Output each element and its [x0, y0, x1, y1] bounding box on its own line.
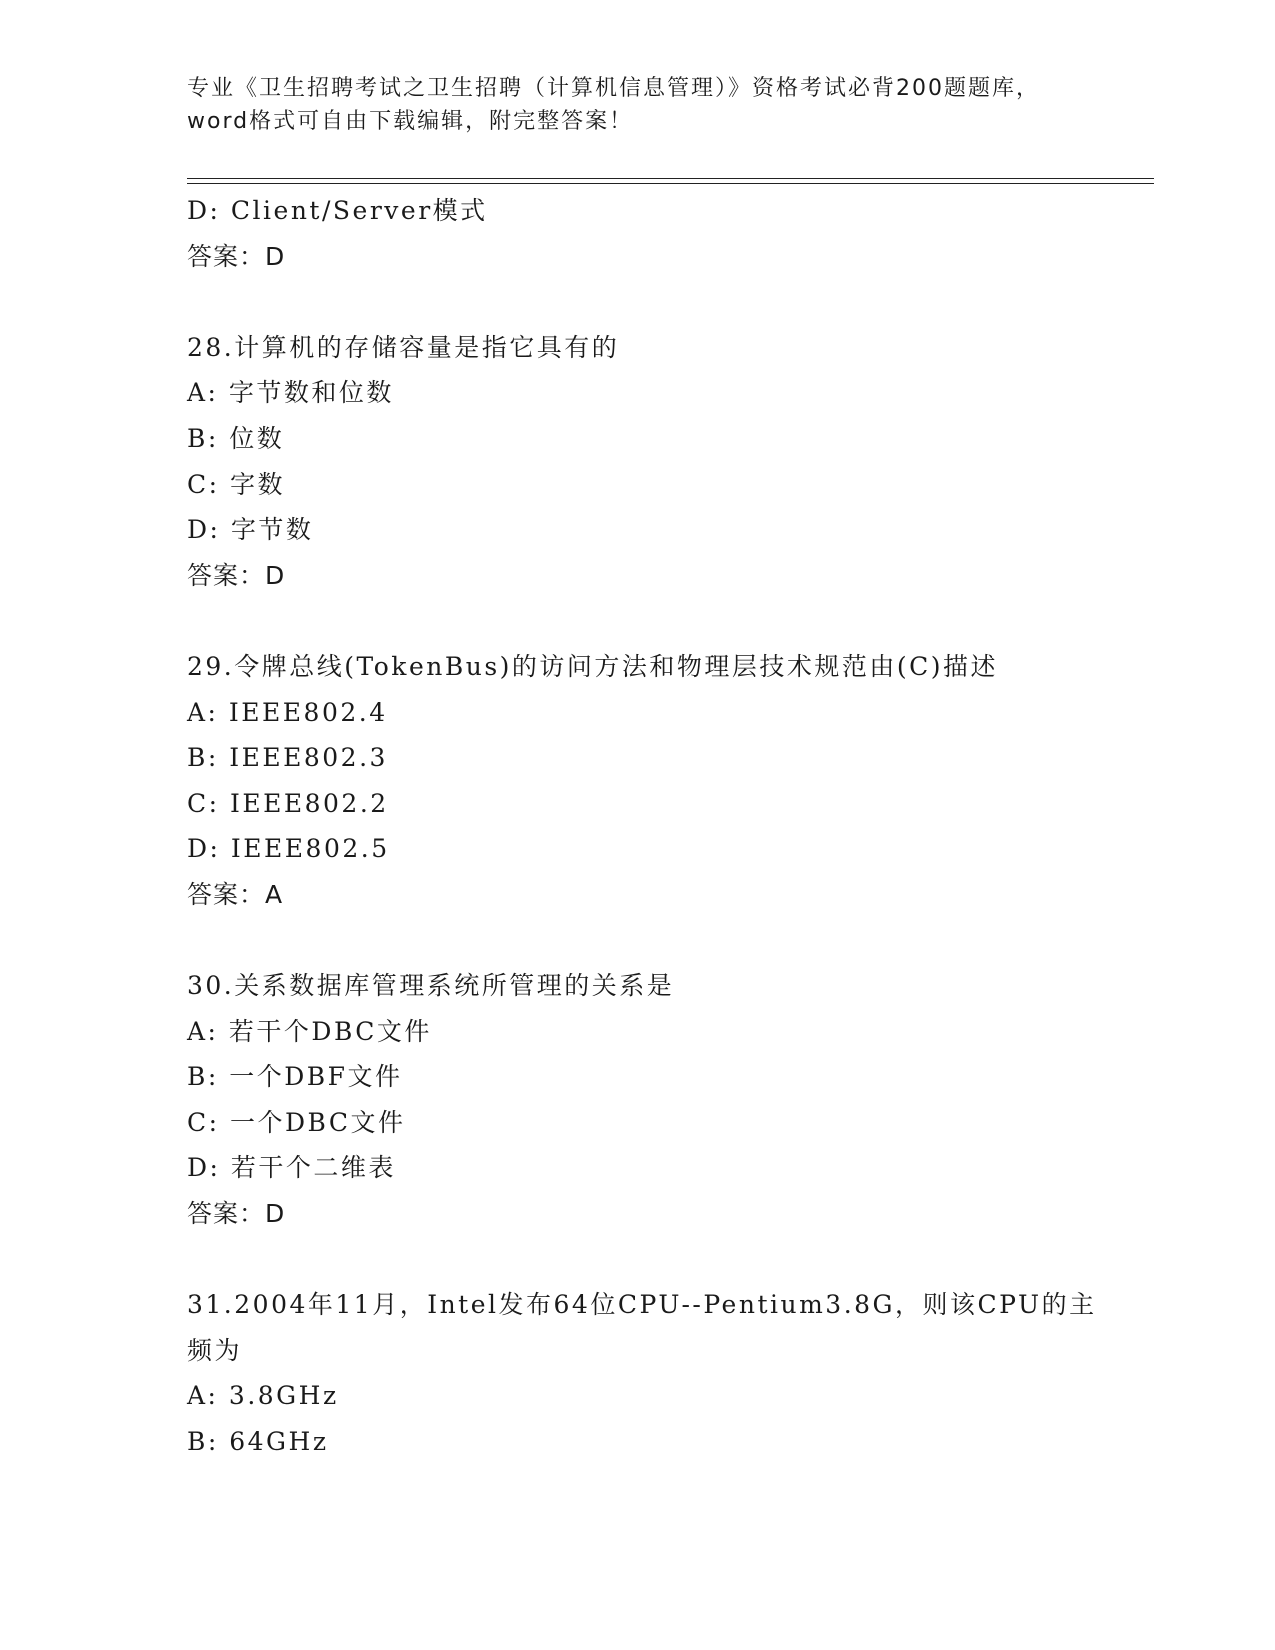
option-b: B: IEEE802.3 — [187, 743, 388, 773]
answer: 答案：A — [187, 879, 284, 909]
option-b: B: 位数 — [187, 423, 285, 453]
question-stem: 29.令牌总线(TokenBus)的访问方法和物理层技术规范由(C)描述 — [187, 651, 999, 681]
question-stem-line-1: 31.2004年11月，Intel发布64位CPU--Pentium3.8G，则该CPU的主 — [187, 1290, 1097, 1320]
option-a: A: 若干个DBC文件 — [187, 1016, 432, 1046]
spacer — [187, 598, 1107, 644]
option-c: C: IEEE802.2 — [187, 788, 389, 818]
question-stem: 30.关系数据库管理系统所管理的关系是 — [187, 971, 675, 1001]
spacer — [187, 279, 1107, 325]
header-title-line-2: word格式可自由下载编辑，附完整答案！ — [187, 109, 634, 134]
question-31 — [187, 1282, 1107, 1464]
question-28 — [187, 325, 1107, 599]
header-title-line-1: 专业《卫生招聘考试之卫生招聘（计算机信息管理）》资格考试必背200题题库， — [187, 76, 1040, 101]
option-d: D: 若干个二维表 — [187, 1153, 396, 1183]
question-stem: 28.计算机的存储容量是指它具有的 — [187, 332, 620, 362]
answer: 答案：D — [187, 1199, 286, 1229]
prev-option-d: D: Client/Server模式 — [187, 196, 488, 225]
question-stem-line-2: 频为 — [187, 1335, 243, 1365]
document-header — [187, 72, 1087, 138]
option-a: A: 3.8GHz — [187, 1381, 339, 1411]
option-b: B: 64GHz — [187, 1427, 329, 1457]
question-29 — [187, 644, 1107, 918]
option-c: C: 字数 — [187, 469, 285, 499]
question-30 — [187, 963, 1107, 1237]
option-a: A: IEEE802.4 — [187, 697, 388, 727]
option-b: B: 一个DBF文件 — [187, 1062, 403, 1092]
question-list — [187, 188, 1107, 1465]
spacer — [187, 1237, 1107, 1283]
option-c: C: 一个DBC文件 — [187, 1107, 406, 1137]
option-d: D: IEEE802.5 — [187, 834, 390, 864]
header-divider-bottom — [187, 183, 1154, 184]
prev-answer: 答案：D — [187, 241, 286, 271]
option-a: A: 字节数和位数 — [187, 378, 394, 408]
spacer — [187, 918, 1107, 964]
answer: 答案：D — [187, 560, 286, 590]
header-divider-top — [187, 178, 1154, 179]
option-d: D: 字节数 — [187, 515, 314, 545]
